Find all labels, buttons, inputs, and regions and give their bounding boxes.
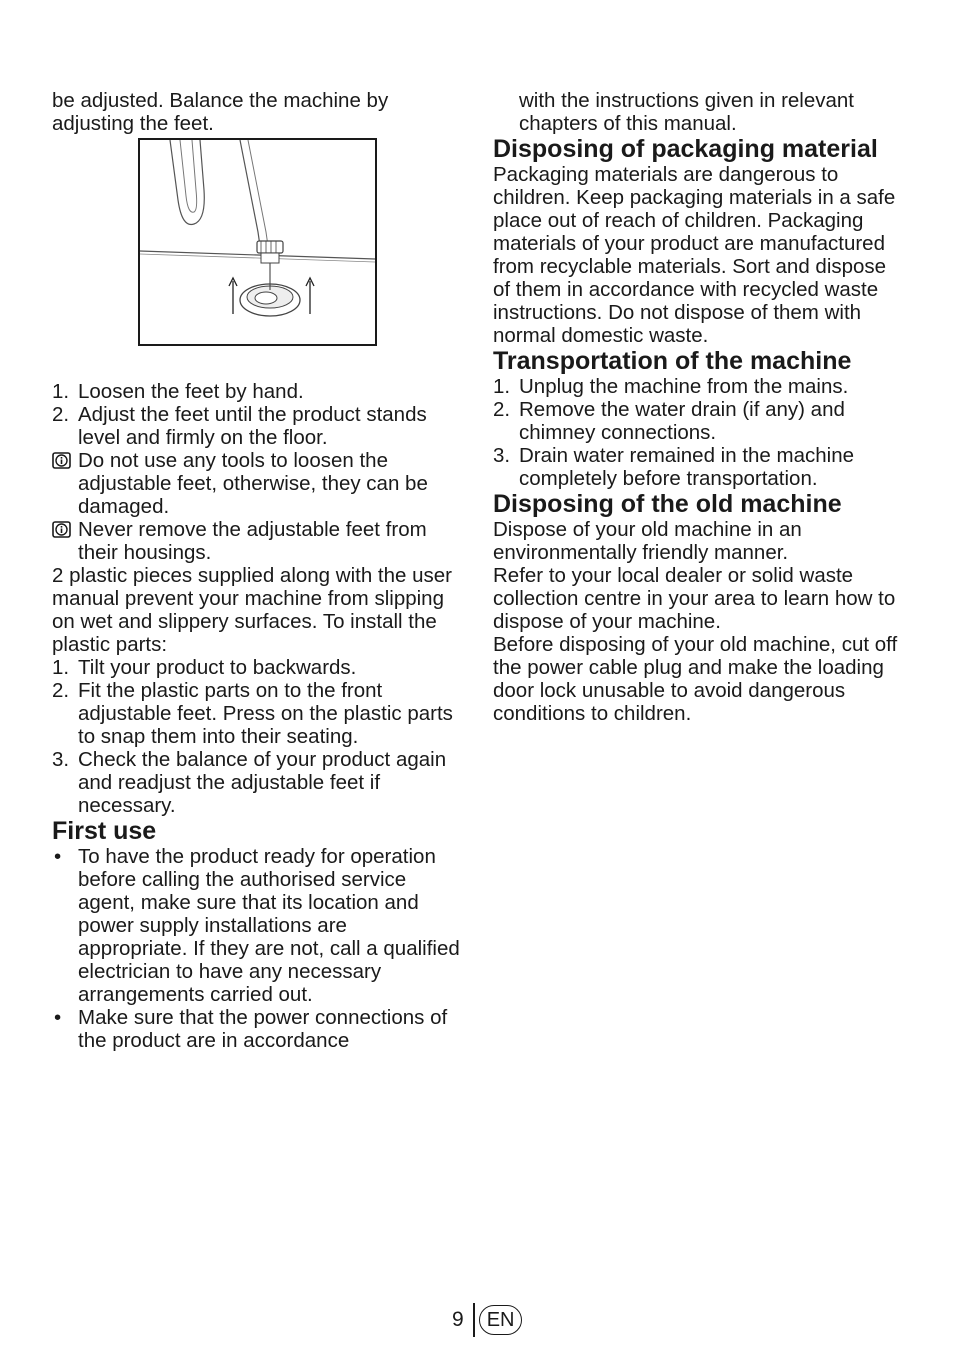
step-text: Loosen the feet by hand. <box>78 380 304 403</box>
list-item <box>52 656 462 679</box>
step-text: Check the balance of your product again and readjust the adjustable feet if necessary. <box>78 748 447 817</box>
intro-text: be adjusted. Balance the machine by adjusting the feet. <box>52 89 389 135</box>
list-item <box>52 845 462 1006</box>
language-badge: EN <box>479 1305 523 1335</box>
step-text: Remove the water drain (if any) and chimney connections. <box>519 398 845 444</box>
step-number: 2. <box>493 398 511 421</box>
step-number: 1. <box>52 656 70 679</box>
footer-divider <box>473 1303 475 1337</box>
list-item <box>493 375 905 398</box>
step-number: 1. <box>52 380 70 403</box>
step-number: 1. <box>493 375 511 398</box>
bullet-text: Make sure that the power connections of the product are in accordance <box>78 1006 448 1052</box>
transport-steps-list <box>493 375 905 490</box>
left-column <box>52 89 462 1052</box>
first-use-heading: First use <box>52 817 157 845</box>
step-number: 2. <box>52 679 70 702</box>
step-text: Drain water remained in the machine completely before transportation. <box>519 444 854 490</box>
list-item <box>493 398 905 444</box>
info-icon <box>52 452 71 469</box>
step-number: 2. <box>52 403 70 426</box>
step-number: 3. <box>493 444 511 467</box>
plastic-parts-intro: 2 plastic pieces supplied along with the user manual prevent your machine from slipping on wet and slippery surfaces. To install the plastic parts: <box>52 564 452 656</box>
feet-drawing <box>140 140 375 344</box>
note-item <box>52 449 462 518</box>
bullet-icon: • <box>54 1006 62 1029</box>
note-text: Never remove the adjustable feet from their housings. <box>78 518 427 564</box>
bullet-text: To have the product ready for operation before calling the authorised service agent, make sure that its location and power supply installations are appropriate. If they are not, call a qualified electrician to have any necessary arrangements carried out. <box>78 845 460 1006</box>
list-item <box>52 380 462 403</box>
transport-heading: Transportation of the machine <box>493 347 852 375</box>
step-text: Tilt your product to backwards. <box>78 656 357 679</box>
adjustable-feet-illustration <box>138 138 377 346</box>
step-number: 3. <box>52 748 70 771</box>
feet-steps-list <box>52 380 462 449</box>
step-text: Fit the plastic parts on to the front adjustable feet. Press on the plastic parts to snap them into their seating. <box>78 679 453 748</box>
note-text: Do not use any tools to loosen the adjustable feet, otherwise, they can be damaged. <box>78 449 428 518</box>
old-machine-heading: Disposing of the old machine <box>493 490 842 518</box>
old-machine-text-3: Before disposing of your old machine, cut off the power cable plug and make the loading door lock unusable to avoid dangerous conditions to children. <box>493 633 898 725</box>
list-item <box>493 444 905 490</box>
packaging-heading: Disposing of packaging material <box>493 135 878 163</box>
step-text: Adjust the feet until the product stands level and firmly on the floor. <box>78 403 427 449</box>
packaging-text: Packaging materials are dangerous to children. Keep packaging materials in a safe place out of reach of children. Packaging materials of your product are manufactured from recyclable materials. Sort and dispose of them in accordance with recycled waste instructions. Do not dispose of them with normal domestic waste. <box>493 163 896 347</box>
list-item <box>52 1006 462 1052</box>
plastic-steps-list <box>52 656 462 817</box>
bullet-icon: • <box>54 845 62 868</box>
first-use-list <box>52 845 462 1052</box>
list-item <box>52 748 462 817</box>
note-item <box>52 518 462 564</box>
old-machine-text-2: Refer to your local dealer or solid waste collection centre in your area to learn how to dispose of your machine. <box>493 564 896 633</box>
right-column <box>493 89 905 725</box>
page-footer <box>452 1303 522 1337</box>
old-machine-text-1: Dispose of your old machine in an environmentally friendly manner. <box>493 518 802 564</box>
step-text: Unplug the machine from the mains. <box>519 375 849 398</box>
list-item <box>52 679 462 748</box>
list-item <box>52 403 462 449</box>
continuation-text: with the instructions given in relevant chapters of this manual. <box>519 89 855 135</box>
page-number: 9 <box>452 1308 464 1331</box>
info-icon <box>52 521 71 538</box>
